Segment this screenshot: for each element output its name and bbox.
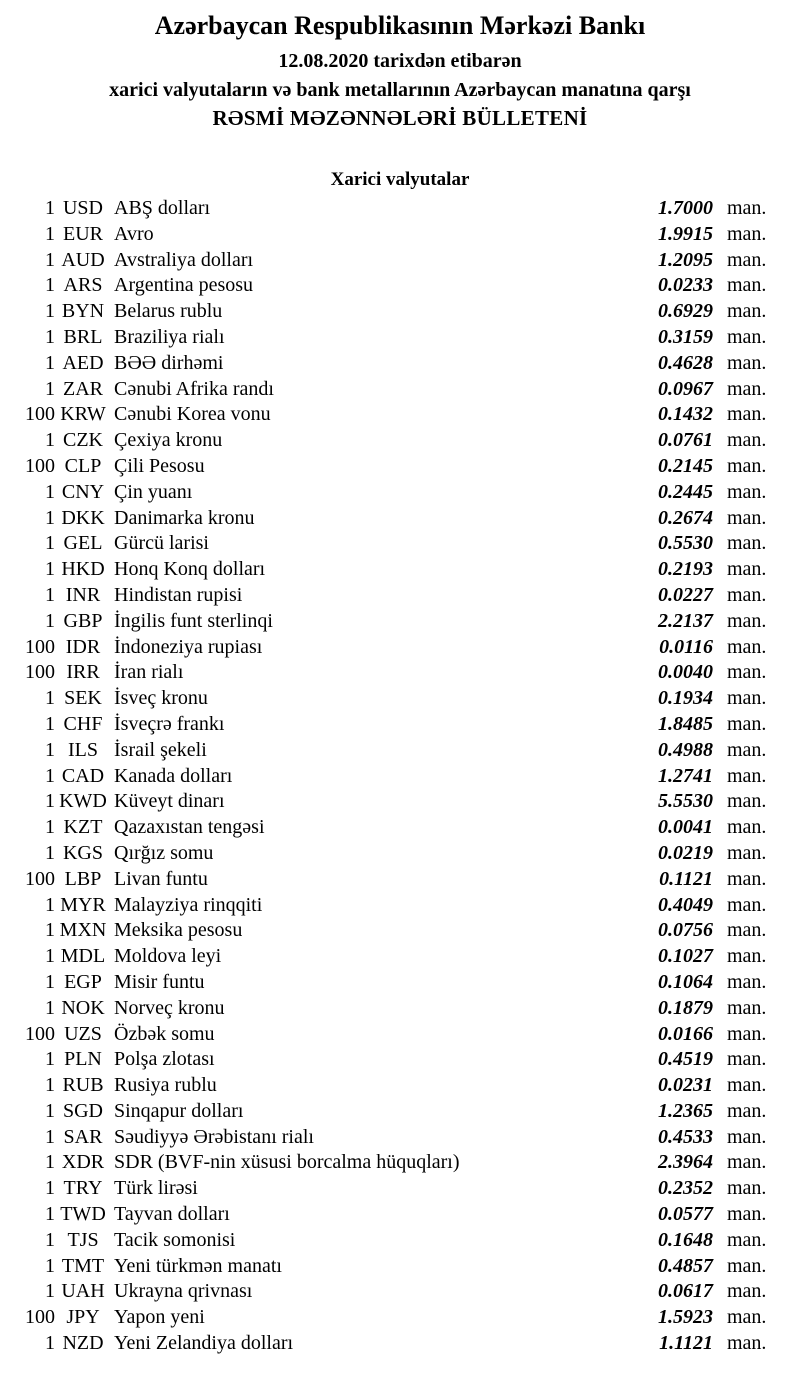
rate-row [0, 893, 800, 919]
unit-label: man. [727, 893, 767, 916]
rate-row [0, 1099, 800, 1125]
currency-name: Ukrayna qrivnası [114, 1280, 253, 1303]
rate-value: 0.0756 [658, 919, 713, 942]
currency-quantity: 1 [45, 609, 55, 632]
rate-row [0, 531, 800, 557]
rate-value: 0.1648 [658, 1228, 713, 1251]
rate-row [0, 712, 800, 738]
rate-value: 1.2095 [658, 248, 713, 271]
rate-value: 2.3964 [658, 1151, 713, 1174]
rate-value: 1.1121 [659, 1332, 713, 1355]
currency-name: Livan funtu [114, 867, 208, 890]
unit-label: man. [727, 377, 767, 400]
currency-name: İran rialı [114, 661, 184, 684]
rate-row [0, 273, 800, 299]
rate-value: 0.4857 [658, 1254, 713, 1277]
currency-code: TJS [67, 1228, 99, 1251]
currency-code: CLP [64, 454, 102, 477]
currency-name: ABŞ dolları [114, 197, 211, 219]
rate-value: 0.0761 [658, 429, 713, 452]
currency-code: NOK [61, 996, 105, 1019]
unit-label: man. [727, 945, 767, 968]
rate-row [0, 1022, 800, 1048]
subtitle-line: xarici valyutaların və bank metallarının Azərbaycan manatına qarşı [109, 79, 691, 101]
unit-label: man. [727, 867, 767, 890]
rate-value: 1.9915 [658, 222, 713, 245]
section-title-foreign-currencies: Xarici valyutalar [330, 169, 470, 190]
currency-name: İsveç kronu [114, 687, 208, 710]
currency-name: Rusiya rublu [114, 1074, 217, 1097]
rate-value: 0.4988 [658, 738, 713, 761]
rate-row [0, 222, 800, 248]
document-header [0, 0, 800, 132]
currency-name: Qırğız somu [114, 841, 214, 864]
currency-name: Norveç kronu [114, 996, 225, 1019]
currency-code: BYN [61, 300, 105, 323]
effective-date-line: 12.08.2020 tarixdən etibarən [278, 50, 522, 72]
currency-name: Küveyt dinarı [114, 790, 225, 813]
unit-label: man. [727, 687, 767, 710]
rate-row [0, 1305, 800, 1331]
unit-label: man. [727, 1228, 767, 1251]
currency-quantity: 1 [45, 1177, 55, 1200]
currency-code: RUB [62, 1074, 104, 1097]
currency-quantity: 1 [45, 197, 55, 219]
currency-name: Moldova leyi [114, 945, 222, 968]
rate-value: 1.7000 [658, 197, 713, 219]
unit-label: man. [727, 1048, 767, 1071]
currency-code: ARS [63, 274, 103, 297]
unit-label: man. [727, 712, 767, 735]
currency-code: EGP [64, 970, 102, 993]
currency-code: SEK [64, 687, 102, 710]
rate-value: 0.5530 [658, 532, 713, 555]
rate-value: 0.0040 [658, 661, 713, 684]
currency-name: SDR (BVF-nin xüsusi borcalma hüquqları) [114, 1151, 460, 1174]
currency-code: EUR [63, 222, 103, 245]
rate-row [0, 1202, 800, 1228]
currency-quantity: 100 [25, 661, 55, 684]
currency-code: XDR [61, 1151, 105, 1174]
unit-label: man. [727, 222, 767, 245]
currency-quantity: 1 [45, 790, 55, 813]
currency-quantity: 1 [45, 1254, 55, 1277]
rate-value: 0.1934 [658, 687, 713, 710]
rate-row [0, 299, 800, 325]
currency-name: Türk lirəsi [114, 1177, 198, 1200]
rate-value: 0.4533 [658, 1125, 713, 1148]
currency-quantity: 1 [45, 996, 55, 1019]
rate-row [0, 377, 800, 403]
rate-value: 0.1121 [659, 867, 713, 890]
currency-quantity: 1 [45, 945, 55, 968]
rate-value: 0.4628 [658, 351, 713, 374]
unit-label: man. [727, 248, 767, 271]
rate-row [0, 996, 800, 1022]
rate-row [0, 196, 800, 222]
currency-quantity: 1 [45, 300, 55, 323]
currency-quantity: 100 [25, 403, 55, 426]
currency-quantity: 100 [25, 867, 55, 890]
rate-value: 0.0577 [658, 1203, 713, 1226]
rate-value: 0.0219 [658, 841, 713, 864]
currency-code: UAH [61, 1280, 105, 1303]
unit-label: man. [727, 919, 767, 942]
rate-row [0, 1228, 800, 1254]
rate-row [0, 1254, 800, 1280]
currency-code: SGD [62, 1099, 103, 1122]
unit-label: man. [727, 816, 767, 839]
rate-row [0, 738, 800, 764]
currency-quantity: 1 [45, 583, 55, 606]
rate-value: 2.2137 [658, 609, 713, 632]
unit-label: man. [727, 1280, 767, 1303]
currency-code: MDL [60, 945, 106, 968]
currency-name: Danimarka kronu [114, 506, 255, 529]
rate-row [0, 351, 800, 377]
currency-quantity: 1 [45, 248, 55, 271]
currency-name: İngilis funt sterlinqi [114, 609, 273, 632]
currency-name: Yeni türkmən manatı [114, 1254, 282, 1277]
unit-label: man. [727, 1022, 767, 1045]
currency-quantity: 1 [45, 429, 55, 452]
rate-row [0, 1279, 800, 1305]
currency-name: Yapon yeni [114, 1306, 205, 1329]
currency-code: PLN [64, 1048, 102, 1071]
rate-row [0, 480, 800, 506]
unit-label: man. [727, 738, 767, 761]
unit-label: man. [727, 1203, 767, 1226]
currency-code: AED [62, 351, 104, 374]
rate-row [0, 867, 800, 893]
currency-code: LBP [64, 867, 102, 890]
unit-label: man. [727, 1177, 767, 1200]
currency-code: NZD [62, 1332, 104, 1355]
currency-quantity: 1 [45, 377, 55, 400]
currency-code: INR [65, 583, 101, 606]
rate-row [0, 764, 800, 790]
rate-row [0, 660, 800, 686]
currency-code: USD [62, 197, 103, 219]
rate-value: 0.0041 [658, 816, 713, 839]
currency-code: GEL [63, 532, 103, 555]
currency-quantity: 1 [45, 1151, 55, 1174]
currency-code: KRW [60, 403, 106, 426]
currency-quantity: 1 [45, 919, 55, 942]
rate-value: 0.2674 [658, 506, 713, 529]
rate-value: 0.2445 [658, 480, 713, 503]
currency-name: Avro [114, 222, 154, 245]
unit-label: man. [727, 1151, 767, 1174]
currency-name: Çexiya kronu [114, 429, 223, 452]
unit-label: man. [727, 1254, 767, 1277]
currency-code: ZAR [63, 377, 103, 400]
currency-name: Tayvan dolları [114, 1203, 230, 1226]
rate-value: 0.4519 [658, 1048, 713, 1071]
unit-label: man. [727, 583, 767, 606]
rate-row [0, 944, 800, 970]
currency-code: TWD [60, 1203, 106, 1226]
currency-quantity: 100 [25, 635, 55, 658]
rate-value: 0.1064 [658, 970, 713, 993]
rate-value: 0.2193 [658, 558, 713, 581]
currency-quantity: 100 [25, 1022, 55, 1045]
rate-row [0, 454, 800, 480]
unit-label: man. [727, 790, 767, 813]
rate-value: 0.2352 [658, 1177, 713, 1200]
currency-quantity: 1 [45, 1099, 55, 1122]
currency-quantity: 1 [45, 274, 55, 297]
unit-label: man. [727, 970, 767, 993]
currency-name: Tacik somonisi [114, 1228, 236, 1251]
currency-code: CZK [63, 429, 103, 452]
currency-quantity: 1 [45, 1203, 55, 1226]
unit-label: man. [727, 300, 767, 323]
currency-code: ILS [68, 738, 98, 761]
currency-name: Sinqapur dolları [114, 1099, 244, 1122]
unit-label: man. [727, 403, 767, 426]
currency-code: CNY [61, 480, 105, 503]
currency-code: CAD [61, 764, 105, 787]
currency-name: Misir funtu [114, 970, 205, 993]
currency-quantity: 100 [25, 454, 55, 477]
currency-quantity: 1 [45, 738, 55, 761]
currency-code: KZT [63, 816, 103, 839]
currency-code: IDR [65, 635, 101, 658]
rate-value: 0.6929 [658, 300, 713, 323]
unit-label: man. [727, 454, 767, 477]
rate-value: 0.2145 [658, 454, 713, 477]
currency-quantity: 1 [45, 1125, 55, 1148]
rate-row [0, 609, 800, 635]
rates-table [0, 196, 800, 1357]
rate-row [0, 557, 800, 583]
currency-code: MXN [59, 919, 107, 942]
currency-code: UZS [64, 1022, 102, 1045]
currency-name: Gürcü larisi [114, 532, 209, 555]
rate-value: 0.0116 [659, 635, 713, 658]
rate-row [0, 686, 800, 712]
currency-name: Yeni Zelandiya dolları [114, 1332, 294, 1355]
currency-name: Özbək somu [114, 1022, 215, 1045]
rate-row [0, 1150, 800, 1176]
unit-label: man. [727, 274, 767, 297]
currency-code: KGS [62, 841, 103, 864]
currency-quantity: 1 [45, 1048, 55, 1071]
currency-quantity: 1 [45, 712, 55, 735]
bank-title: Azərbaycan Respublikasının Mərkəzi Bankı [154, 11, 646, 40]
rate-row [0, 1331, 800, 1357]
unit-label: man. [727, 532, 767, 555]
currency-name: Malayziya rinqqiti [114, 893, 263, 916]
rate-value: 0.1879 [658, 996, 713, 1019]
currency-code: AUD [61, 248, 105, 271]
rate-row [0, 635, 800, 661]
unit-label: man. [727, 1306, 767, 1329]
currency-quantity: 1 [45, 841, 55, 864]
currency-code: IRR [66, 661, 100, 684]
currency-quantity: 1 [45, 222, 55, 245]
rate-row [0, 1125, 800, 1151]
rate-value: 0.0233 [658, 274, 713, 297]
rate-row [0, 402, 800, 428]
rate-row [0, 248, 800, 274]
currency-name: Argentina pesosu [114, 274, 254, 297]
currency-quantity: 1 [45, 532, 55, 555]
currency-quantity: 1 [45, 1228, 55, 1251]
rate-row [0, 583, 800, 609]
currency-code: JPY [66, 1306, 100, 1329]
rate-row [0, 918, 800, 944]
rate-value: 0.0617 [658, 1280, 713, 1303]
currency-name: BƏƏ dirhəmi [114, 351, 224, 374]
currency-name: İndoneziya rupiası [114, 635, 263, 658]
rate-row [0, 789, 800, 815]
rate-row [0, 1073, 800, 1099]
rate-value: 0.3159 [658, 325, 713, 348]
currency-quantity: 1 [45, 1280, 55, 1303]
rate-row [0, 970, 800, 996]
currency-code: SAR [63, 1125, 103, 1148]
unit-label: man. [727, 1332, 767, 1355]
currency-quantity: 1 [45, 325, 55, 348]
unit-label: man. [727, 351, 767, 374]
currency-code: MYR [60, 893, 106, 916]
unit-label: man. [727, 841, 767, 864]
currency-code: BRL [63, 325, 103, 348]
rate-value: 0.0227 [658, 583, 713, 606]
currency-quantity: 1 [45, 1332, 55, 1355]
currency-name: Hindistan rupisi [114, 583, 243, 606]
rate-value: 1.2365 [658, 1099, 713, 1122]
rate-row [0, 325, 800, 351]
currency-code: GBP [63, 609, 103, 632]
rate-row [0, 506, 800, 532]
rate-value: 0.4049 [658, 893, 713, 916]
currency-name: Çin yuanı [114, 480, 193, 503]
unit-label: man. [727, 996, 767, 1019]
currency-name: Meksika pesosu [114, 919, 243, 942]
currency-name: Avstraliya dolları [114, 248, 254, 271]
bulletin-title: RƏSMİ MƏZƏNNƏLƏRİ BÜLLETENİ [212, 106, 588, 130]
unit-label: man. [727, 661, 767, 684]
currency-quantity: 1 [45, 893, 55, 916]
unit-label: man. [727, 197, 767, 219]
currency-quantity: 1 [45, 816, 55, 839]
unit-label: man. [727, 764, 767, 787]
currency-name: Cənubi Afrika randı [114, 377, 274, 400]
rate-value: 0.0166 [658, 1022, 713, 1045]
rate-value: 0.0231 [658, 1074, 713, 1097]
currency-code: KWD [59, 790, 107, 813]
rate-row [0, 1047, 800, 1073]
unit-label: man. [727, 1074, 767, 1097]
currency-quantity: 1 [45, 1074, 55, 1097]
rate-row [0, 1176, 800, 1202]
rate-value: 5.5530 [658, 790, 713, 813]
unit-label: man. [727, 506, 767, 529]
currency-code: TMT [61, 1254, 105, 1277]
currency-quantity: 1 [45, 506, 55, 529]
currency-quantity: 1 [45, 480, 55, 503]
rate-row [0, 841, 800, 867]
rate-value: 1.2741 [658, 764, 713, 787]
currency-name: Braziliya rialı [114, 325, 225, 348]
rate-value: 1.5923 [658, 1306, 713, 1329]
currency-name: Honq Konq dolları [114, 558, 266, 581]
unit-label: man. [727, 558, 767, 581]
currency-code: TRY [63, 1177, 103, 1200]
rate-row [0, 815, 800, 841]
currency-code: DKK [61, 506, 105, 529]
currency-quantity: 1 [45, 687, 55, 710]
currency-quantity: 1 [45, 558, 55, 581]
unit-label: man. [727, 325, 767, 348]
unit-label: man. [727, 480, 767, 503]
unit-label: man. [727, 609, 767, 632]
currency-name: İsrail şekeli [114, 738, 207, 761]
currency-code: CHF [63, 712, 103, 735]
currency-code: HKD [61, 558, 105, 581]
rate-value: 0.1027 [658, 945, 713, 968]
rate-value: 1.8485 [658, 712, 713, 735]
currency-name: Səudiyyə Ərəbistanı rialı [114, 1125, 314, 1148]
rate-row [0, 428, 800, 454]
currency-name: İsveçrə frankı [114, 712, 225, 735]
currency-quantity: 100 [25, 1306, 55, 1329]
currency-name: Polşa zlotası [114, 1048, 215, 1071]
currency-name: Belarus rublu [114, 300, 223, 323]
currency-name: Qazaxıstan tengəsi [114, 816, 265, 839]
currency-quantity: 1 [45, 351, 55, 374]
currency-quantity: 1 [45, 764, 55, 787]
unit-label: man. [727, 1099, 767, 1122]
unit-label: man. [727, 1125, 767, 1148]
rate-value: 0.1432 [658, 403, 713, 426]
currency-name: Cənubi Korea vonu [114, 403, 271, 426]
unit-label: man. [727, 635, 767, 658]
unit-label: man. [727, 429, 767, 452]
currency-quantity: 1 [45, 970, 55, 993]
rate-value: 0.0967 [658, 377, 713, 400]
currency-name: Çili Pesosu [114, 454, 205, 477]
currency-name: Kanada dolları [114, 764, 233, 787]
